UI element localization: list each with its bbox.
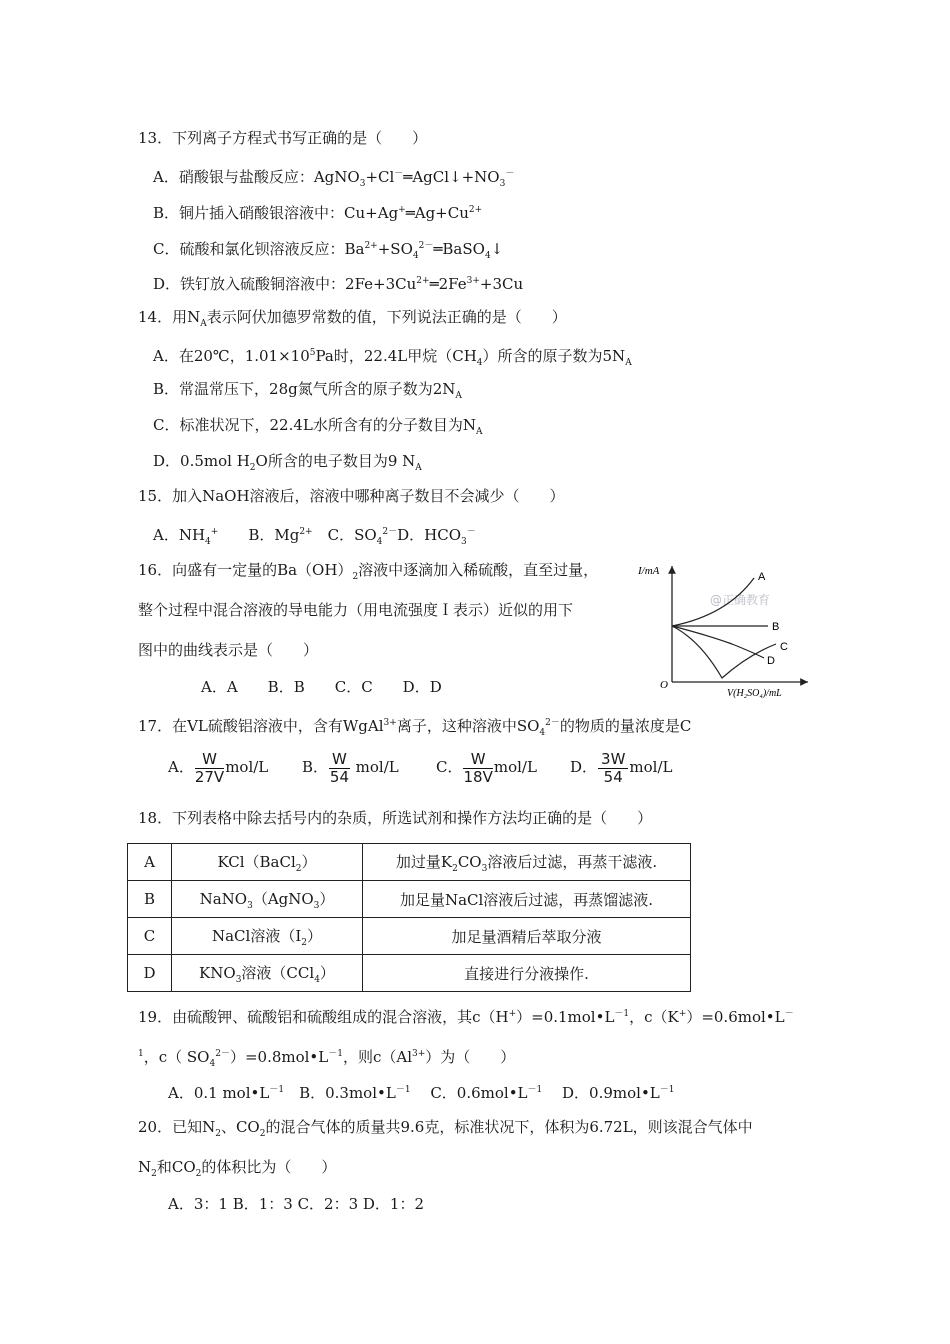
watermark: @正确教育 (710, 593, 771, 607)
row-key: A (128, 844, 172, 881)
row-key: D (128, 955, 172, 992)
q14-option-b: B．常温常压下，28g氮气所含的原子数为$2N_A$ (153, 380, 462, 401)
q19-line1: 19．由硫酸钾、硫酸铝和硫酸组成的混合溶液，其$c(H^+)=0.1mol•L^{-1}$，c（K+）=0.6mol•L－ (138, 1008, 794, 1026)
curve-d (672, 626, 764, 658)
q13-option-d: D．铁钉放入硫酸铜溶液中：$2Fe+3Cu^{2+}═2Fe^{3+}+3Cu$ (153, 275, 524, 293)
row-substance: KCl（BaCl$_2$） (172, 844, 363, 881)
q17-stem: 17．在VL硫酸铝溶液中，含有WgAl$^{3+}$离子，这种溶液中$SO_4^{2-}$的物质的量浓度是C (138, 717, 692, 738)
q15-stem: 15．加入NaOH溶液后，溶液中哪种离子数目不会减少（ ） (138, 487, 565, 505)
row-operation: 加足量酒精后萃取分液 (363, 918, 691, 955)
q15-options: A．$NH_4^+$ B．$Mg^{2+}$ C．$SO_4^{2-}D$．$HCO_3^-$ (153, 526, 476, 547)
curve-c-label: C (780, 641, 788, 653)
q18-stem: 18．下列表格中除去括号内的杂质，所选试剂和操作方法均正确的是（ ） (138, 809, 653, 827)
row-operation: 加足量NaCl溶液后过滤，再蒸馏滤液. (363, 881, 691, 918)
table-row (128, 844, 691, 881)
q17-option-d: D． $\frac{3W}{54}$ mol/L (570, 749, 673, 786)
curve-b-label: B (772, 621, 780, 633)
y-axis-label: I/mA (638, 565, 660, 577)
curve-a-label: A (758, 571, 766, 583)
row-key: B (128, 881, 172, 918)
conductivity-graph (632, 560, 822, 700)
q14-option-d: D．0.5mol $H_2O$所含的电子数目为9 $N_A$ (153, 452, 422, 473)
row-key: C (128, 918, 172, 955)
row-substance: NaNO$_3$（AgNO$_3$） (172, 881, 363, 918)
q16-options: A．A B．B C．C D．D (201, 678, 442, 696)
origin-label: O (660, 679, 668, 691)
row-substance: $KNO_3$溶液（CCl$_4$） (172, 955, 363, 992)
x-axis-label: V(H₂SO₄)/mL (727, 688, 782, 699)
q16-line3: 图中的曲线表示是（ ） (138, 641, 319, 659)
q18-table (127, 843, 691, 992)
q19-options: A．0.1 $mol•L^{-1}$ B．$0.3mol•L^{-1}$ C．$0.6mol•L^{-1}$ D．$0.9mol•L^{-1}$ (168, 1084, 675, 1102)
table-row (128, 955, 691, 992)
q14-option-a: A．在20℃，$1.01\times 10^5Pa$时，22.4L甲烷$(CH_4)$所含的原子数为$5N_A$ (153, 347, 632, 368)
q13-option-b: B．铜片插入硝酸银溶液中：$Cu+Ag^+═Ag+Cu^{2+}$ (153, 204, 483, 222)
curve-c (672, 626, 776, 678)
table-row (128, 881, 691, 918)
q20-line2: $N_2$和$CO_2$的体积比为（ ） (138, 1158, 337, 1179)
q13-stem: 13．下列离子方程式书写正确的是（ ） (138, 129, 428, 147)
q16-line2: 整个过程中混合溶液的导电能力（用电流强度Ｉ表示）近似的用下 (138, 601, 574, 619)
table-row (128, 918, 691, 955)
q14-option-c: C．标准状况下，22.4L水所含有的分子数目为$N_A$ (153, 416, 483, 437)
q13-option-a: A．硝酸银与盐酸反应：$AgNO_3+Cl^-═AgCl↓+NO_3^-$ (153, 168, 515, 189)
row-operation: 加过量$K_2CO_3$溶液后过滤，再蒸干滤液. (363, 844, 691, 881)
row-substance: NaCl溶液$(I_2)$ (172, 918, 363, 955)
q13-option-c: C．硫酸和氯化钡溶液反应：$Ba^{2+}+SO_4^{2-}═BaSO_4↓$ (153, 240, 504, 261)
q17-option-b: B． $\frac{W}{54}$ mol/L (302, 749, 399, 786)
q20-line1: 20．已知$N_2$、$CO_2$的混合气体的质量共9.6克，标准状况下，体积为6.72L，则该混合气体中 (138, 1118, 753, 1139)
q17-option-a: A． $\frac{W}{27V}$ mol/L (168, 749, 269, 786)
q14-stem: 14．用$N_A$表示阿伏加德罗常数的值，下列说法正确的是（ ） (138, 308, 567, 329)
q20-options: A．3：1 B．1：3 C．2：3 D．1：2 (168, 1195, 425, 1213)
q16-line1: 16．向盛有一定量的$Ba(OH)_2$溶液中逐滴加入稀硫酸，直至过量， (138, 561, 599, 582)
q17-option-c: C． $\frac{W}{18V}$ mol/L (436, 749, 537, 786)
row-operation: 直接进行分液操作. (363, 955, 691, 992)
curve-d-label: D (767, 655, 775, 667)
q19-line2: $^1$，c（ $SO_4^{2-})=0.8mol•L^{-1}$，则$c(Al^{3+})$为（ ） (138, 1048, 516, 1069)
